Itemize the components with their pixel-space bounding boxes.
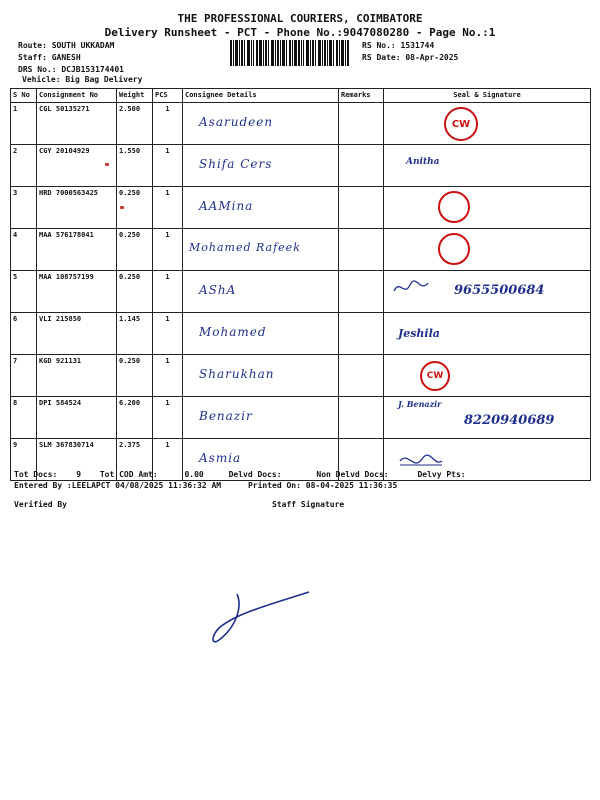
cell-sno: 5 (11, 271, 37, 313)
company-title: THE PROFESSIONAL COURIERS, COIMBATORE (177, 12, 423, 25)
barcode-image (230, 40, 350, 66)
signature-scribble (392, 277, 432, 299)
cell-pcs: 1 (153, 187, 183, 229)
staff-signature-label: Staff Signature (272, 500, 345, 509)
cell-consignee (183, 355, 339, 397)
tot-docs-value: 9 (76, 470, 82, 479)
cell-seal-signature (384, 397, 591, 439)
entered-by-value: LEELAPCT 04/08/2025 11:36:32 AM (71, 481, 222, 490)
cell-pcs: 1 (153, 313, 183, 355)
cell-consignee (183, 103, 339, 145)
cell-seal-signature (384, 313, 591, 355)
cell-pcs: 1 (153, 271, 183, 313)
phone-handwritten: 8220940689 (464, 413, 555, 428)
vehicle-line (22, 75, 142, 84)
cell-consignment: KGD 921131 (37, 355, 117, 397)
rs-date-line (362, 53, 458, 62)
cell-sno: 3 (11, 187, 37, 229)
cell-consignee (183, 313, 339, 355)
handwritten-signature: Anitha (406, 157, 440, 167)
table-row (11, 355, 591, 397)
cell-pcs: 1 (153, 397, 183, 439)
cell-weight: 0.250 (117, 355, 153, 397)
drs-value: DCJB153174401 (61, 65, 124, 74)
cell-sno: 7 (11, 355, 37, 397)
rs-no-label: RS No.: (362, 41, 396, 50)
cell-remarks (339, 397, 384, 439)
cell-consignee (183, 271, 339, 313)
cell-sno: 8 (11, 397, 37, 439)
cell-sno: 2 (11, 145, 37, 187)
table-row (11, 187, 591, 229)
cell-weight: 6.200 (117, 397, 153, 439)
drs-label: DRS No.: (18, 65, 57, 74)
entered-line (14, 481, 397, 490)
cell-consignee (183, 145, 339, 187)
cell-remarks (339, 145, 384, 187)
consignee-handwritten: AAMina (199, 199, 254, 213)
cell-sno: 9 (11, 439, 37, 481)
route-line (18, 41, 114, 50)
cell-remarks (339, 103, 384, 145)
cell-consignment: CGL 50135271 (37, 103, 117, 145)
consignee-handwritten: AShA (199, 283, 237, 297)
consignee-handwritten: Asmia (199, 451, 242, 465)
red-ink-mark (120, 206, 124, 209)
delvd-docs-label: Delvd Docs: (228, 470, 282, 479)
cell-pcs: 1 (153, 103, 183, 145)
cell-remarks (339, 229, 384, 271)
cell-sno: 4 (11, 229, 37, 271)
runsheet-subtitle: Delivery Runsheet - PCT - Phone No.:9047080280 - Page No.:1 (104, 26, 496, 39)
table-row (11, 145, 591, 187)
consignee-handwritten: Mohamed (199, 325, 267, 339)
col-header-remarks: Remarks (339, 89, 384, 103)
consignee-handwritten: Sharukhan (199, 367, 275, 381)
cell-seal-signature (384, 229, 591, 271)
col-header-pcs: PCS (153, 89, 183, 103)
cell-consignment: HRD 7000563425 (37, 187, 117, 229)
col-header-consignee: Consignee Details (183, 89, 339, 103)
cell-weight: 0.250 (117, 187, 153, 229)
rs-no-value: 1531744 (400, 41, 435, 50)
red-ink-mark (105, 163, 109, 166)
staff-label: Staff: (18, 53, 47, 62)
cell-seal-signature (384, 145, 591, 187)
cell-pcs: 1 (153, 439, 183, 481)
signature-scribble (398, 449, 444, 471)
table-row (11, 397, 591, 439)
staff-signature-scribble (205, 588, 315, 650)
cell-weight: 2.375 (117, 439, 153, 481)
verified-by-label: Verified By (14, 500, 67, 509)
printed-on-value: 08-04-2025 11:36:35 (305, 481, 398, 490)
cell-seal-signature (384, 355, 591, 397)
cell-pcs: 1 (153, 355, 183, 397)
stamp-seal: CW (444, 107, 478, 141)
table-row (11, 313, 591, 355)
rs-date-label: RS Date: (362, 53, 401, 62)
table-row (11, 103, 591, 145)
drs-line (18, 65, 124, 74)
staff-value: GANESH (51, 53, 81, 62)
cell-weight: 0.250 (117, 271, 153, 313)
stamp-seal (438, 191, 470, 223)
cell-consignment: DPI 584524 (37, 397, 117, 439)
col-header-sno: S No (11, 89, 37, 103)
cell-consignment: MAA 108757199 (37, 271, 117, 313)
delvy-pts-label: Delvy Pts: (417, 470, 466, 479)
entered-by-label: Entered By : (14, 481, 72, 490)
consignee-handwritten: Benazir (199, 409, 253, 423)
cell-consignee (183, 187, 339, 229)
cell-remarks (339, 313, 384, 355)
phone-handwritten: 9655500684 (454, 283, 545, 298)
table-row (11, 271, 591, 313)
route-label: Route: (18, 41, 47, 50)
printed-on-label: Printed On: (247, 481, 301, 490)
rs-no-line (362, 41, 434, 50)
consignee-handwritten: Asarudeen (199, 115, 274, 129)
cell-weight: 1.145 (117, 313, 153, 355)
cell-consignee (183, 397, 339, 439)
consignee-handwritten: Shifa Cers (199, 157, 273, 171)
tot-docs-label: Tot Docs: (14, 470, 58, 479)
cell-consignment: CGY 20104929 (37, 145, 117, 187)
staff-line (18, 53, 81, 62)
vehicle-label: Vehicle: (22, 75, 61, 84)
cell-sno: 1 (11, 103, 37, 145)
cell-sno: 6 (11, 313, 37, 355)
stamp-seal (438, 233, 470, 265)
table-row (11, 229, 591, 271)
rs-date-value: 08-Apr-2025 (405, 53, 459, 62)
cell-consignment: MAA 576178041 (37, 229, 117, 271)
non-delvd-docs-label: Non Delvd Docs: (316, 470, 389, 479)
tot-cod-value: 0.00 (184, 470, 204, 479)
col-header-seal-signature: Seal & Signature (384, 89, 591, 103)
cell-remarks (339, 187, 384, 229)
cell-pcs: 1 (153, 229, 183, 271)
totals-line (14, 470, 466, 479)
cell-remarks (339, 271, 384, 313)
col-header-weight: Weight (117, 89, 153, 103)
cell-consignment: VLI 215850 (37, 313, 117, 355)
runsheet-table (10, 88, 591, 481)
cell-seal-signature (384, 103, 591, 145)
route-value: SOUTH UKKADAM (51, 41, 115, 50)
cell-consignee (183, 229, 339, 271)
cell-remarks (339, 355, 384, 397)
handwritten-signature: J. Benazir (398, 399, 442, 409)
cell-seal-signature (384, 187, 591, 229)
tot-cod-label: Tot COD Amt: (99, 470, 158, 479)
cell-weight: 2.500 (117, 103, 153, 145)
consignee-handwritten: Mohamed Rafeek (189, 241, 301, 254)
col-header-consignment: Consignment No (37, 89, 117, 103)
cell-seal-signature (384, 271, 591, 313)
cell-consignment: SLM 367830714 (37, 439, 117, 481)
cell-pcs: 1 (153, 145, 183, 187)
table-header-row (11, 89, 591, 103)
cell-weight: 1.550 (117, 145, 153, 187)
stamp-seal: CW (420, 361, 450, 391)
cell-weight: 0.250 (117, 229, 153, 271)
vehicle-value: Big Bag Delivery (65, 75, 143, 84)
handwritten-signature: Jeshila (398, 327, 440, 340)
